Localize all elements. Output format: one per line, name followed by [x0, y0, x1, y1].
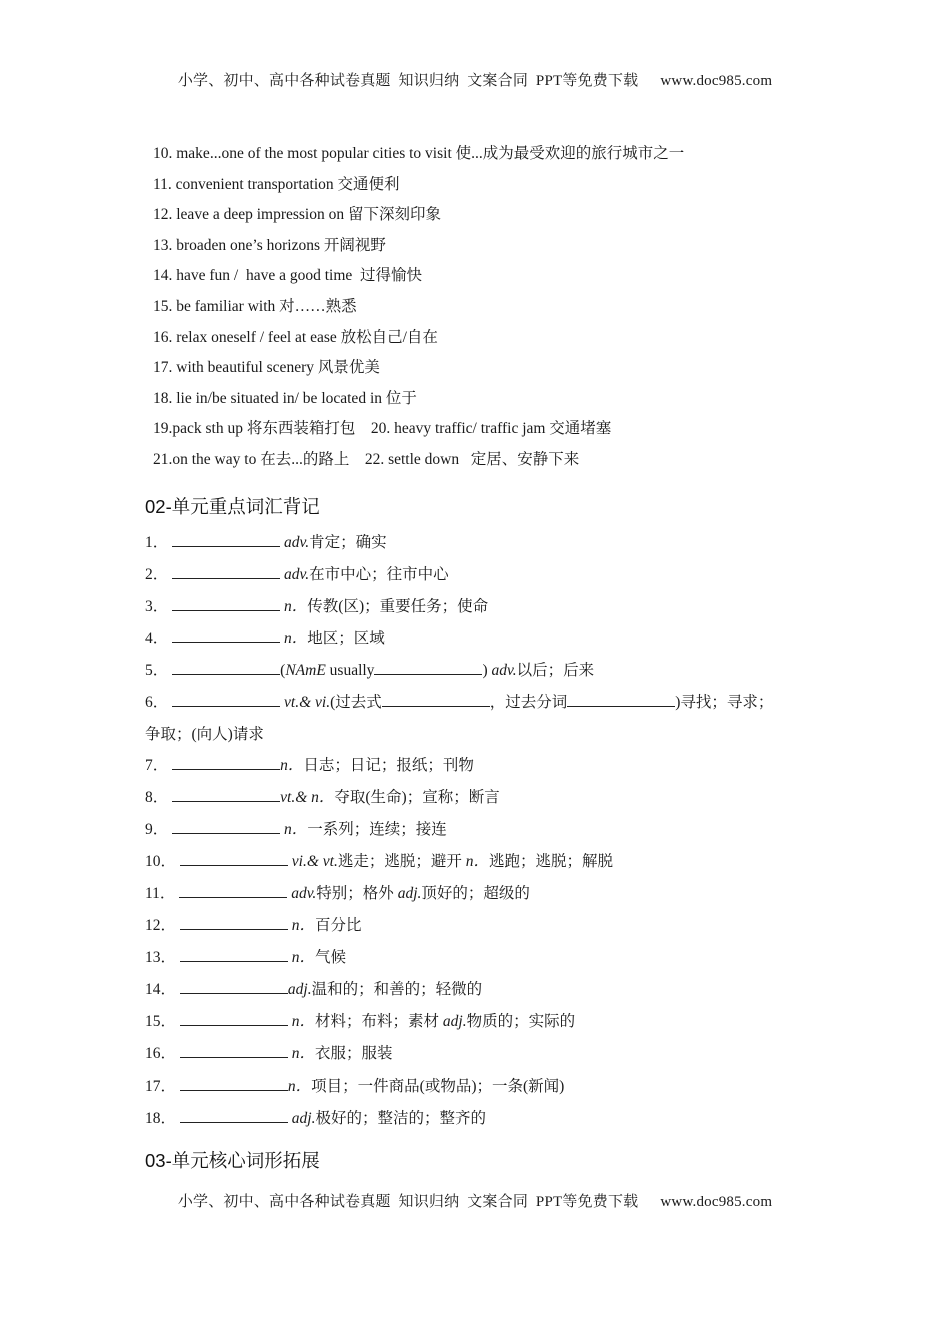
answer-blank[interactable]: [180, 1010, 288, 1026]
answer-blank[interactable]: [172, 818, 280, 834]
answer-blank[interactable]: [172, 531, 280, 547]
header-text: 小学、初中、高中各种试卷真题 知识归纳 文案合同 PPT等免费下载: [177, 73, 639, 89]
phrase-list: [153, 143, 853, 480]
answer-blank[interactable]: [172, 786, 280, 802]
answer-blank[interactable]: [180, 850, 288, 866]
vocab-item: 17． n．项目；一件商品(或物品)；一条(新闻): [145, 1075, 805, 1107]
phrase-item: 21.on the way to 在去...的路上 22. settle down 定居、安静下来: [153, 450, 580, 468]
phrase-item: 17. with beautiful scenery 风景优美: [153, 359, 380, 377]
phrase-item: 13. broaden one’s horizons 开阔视野: [153, 236, 386, 254]
vocab-item: 10． vi.& vt.逃走；逃脱；避开 n．逃跑；逃脱；解脱: [145, 850, 805, 882]
phrase-item: 18. lie in/be situated in/ be located in 位于: [153, 389, 417, 407]
phrase-item: 12. leave a deep impression on 留下深刻印象: [153, 206, 441, 224]
vocab-item: 5． (NAmE usually ) adv.以后；后来: [145, 659, 805, 691]
vocab-item: 12． n．百分比: [145, 914, 805, 946]
answer-blank[interactable]: [382, 691, 490, 707]
page-footer: [0, 1190, 950, 1211]
answer-blank[interactable]: [180, 1042, 288, 1058]
page-header: [0, 69, 950, 90]
answer-blank[interactable]: [374, 659, 482, 675]
vocab-item: 11． adv.特别；格外 adj.顶好的；超级的: [145, 882, 805, 914]
phrase-item: 19.pack sth up 将东西装箱打包 20. heavy traffic/ traffic jam 交通堵塞: [153, 420, 612, 438]
vocab-item: 18． adj.极好的；整洁的；整齐的: [145, 1107, 805, 1139]
answer-blank[interactable]: [180, 914, 288, 930]
answer-blank[interactable]: [567, 691, 675, 707]
vocab-list: [145, 531, 805, 1139]
footer-text: 小学、初中、高中各种试卷真题 知识归纳 文案合同 PPT等免费下载: [177, 1194, 639, 1210]
vocab-item: 16． n．衣服；服装: [145, 1042, 805, 1074]
footer-site: www.doc985.com: [660, 1194, 773, 1210]
answer-blank[interactable]: [172, 595, 280, 611]
answer-blank[interactable]: [180, 1107, 288, 1123]
answer-blank[interactable]: [172, 659, 280, 675]
phrase-item: 15. be familiar with 对……熟悉: [153, 297, 357, 315]
vocab-item: 3． n．传教(区)；重要任务；使命: [145, 595, 805, 627]
answer-blank[interactable]: [180, 978, 288, 994]
phrase-item: 16. relax oneself / feel at ease 放松自己/自在: [153, 328, 438, 346]
vocab-item: 9． n．一系列；连续；接连: [145, 818, 805, 850]
vocab-item: 13． n．气候: [145, 946, 805, 978]
vocab-item: 14． adj.温和的；和善的；轻微的: [145, 978, 805, 1010]
vocab-item: 8． vt.& n．夺取(生命)；宣称；断言: [145, 786, 805, 818]
vocab-item: 6． vt.& vi.(过去式 ，过去分词 )寻找；寻求；: [145, 691, 805, 723]
phrase-item: 10. make...one of the most popular cities to visit 使...成为最受欢迎的旅行城市之一: [153, 145, 685, 162]
vocab-item-continuation: 争取；(向人)请求: [145, 725, 264, 743]
vocab-item: 7． n．日志；日记；报纸；刊物: [145, 754, 805, 786]
answer-blank[interactable]: [172, 627, 280, 643]
header-site: www.doc985.com: [660, 73, 773, 89]
answer-blank[interactable]: [172, 563, 280, 579]
section-title-wordforms: 03-单元核心词形拓展: [145, 1150, 320, 1171]
vocab-item: 15． n．材料；布料；素材 adj.物质的；实际的: [145, 1010, 805, 1042]
vocab-item: 1． adv.肯定；确实: [145, 531, 805, 563]
section-title-vocab: 02-单元重点词汇背记: [145, 496, 320, 517]
phrase-item: 14. have fun / have a good time 过得愉快: [153, 267, 423, 285]
phrase-item: 11. convenient transportation 交通便利: [153, 175, 400, 193]
vocab-item: 2． adv.在市中心；往市中心: [145, 563, 805, 595]
answer-blank[interactable]: [172, 691, 280, 707]
answer-blank[interactable]: [179, 882, 287, 898]
answer-blank[interactable]: [180, 1075, 288, 1091]
vocab-item: 4． n．地区；区域: [145, 627, 805, 659]
answer-blank[interactable]: [172, 754, 280, 770]
answer-blank[interactable]: [180, 946, 288, 962]
